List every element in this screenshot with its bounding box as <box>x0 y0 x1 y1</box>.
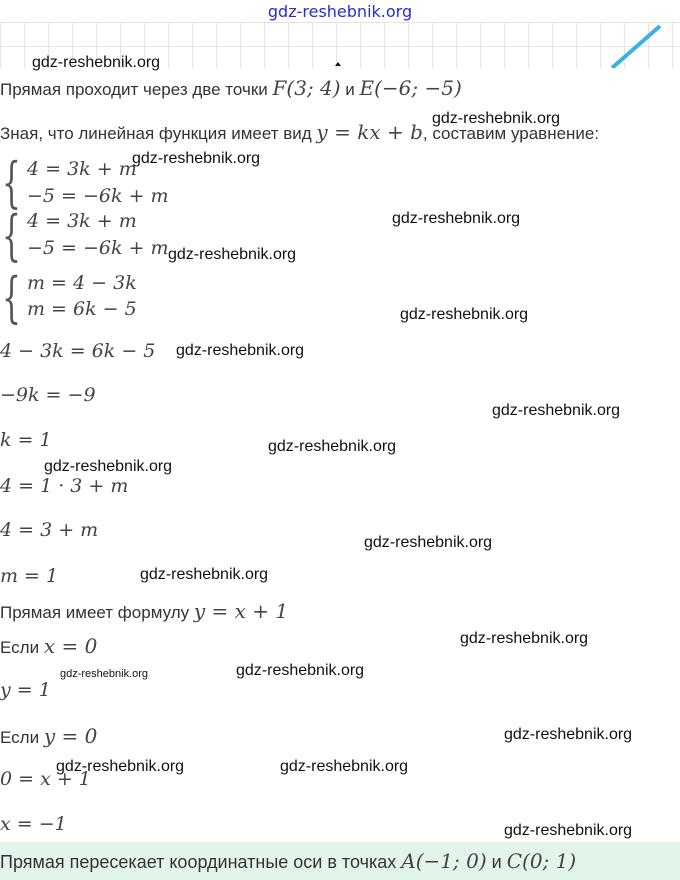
watermark: gdz-reshebnik.org <box>392 210 521 227</box>
formula-text: Прямая имеет формулу <box>0 603 190 622</box>
point-e: E(−6; −5) <box>359 76 462 100</box>
linear-formula: y = kx + b <box>316 120 423 144</box>
case2-eq: 0 = x + 1 <box>0 768 91 790</box>
line-formula: y = x + 1 <box>193 599 289 623</box>
watermark: gdz-reshebnik.org <box>432 110 561 127</box>
intro-line <box>0 76 462 100</box>
site-title-mark: gdz-reshebnik.org <box>267 2 413 21</box>
watermark: gdz-reshebnik.org <box>492 402 621 419</box>
answer-text: Прямая пересекает координатные оси в точках <box>0 852 397 872</box>
watermark: gdz-reshebnik.org <box>236 662 365 679</box>
system-brace-2: { <box>2 204 21 267</box>
watermark: gdz-reshebnik.org <box>460 630 589 647</box>
watermark: gdz-reshebnik.org <box>504 822 633 839</box>
answer-line <box>0 849 576 873</box>
watermark: gdz-reshebnik.org <box>400 306 529 323</box>
formula-line <box>0 599 288 623</box>
step-5: 4 = 3 + m <box>0 519 99 541</box>
case2-result: x = −1 <box>0 813 67 835</box>
step-4: 4 = 1 · 3 + m <box>0 475 129 497</box>
watermark: gdz-reshebnik.org <box>268 438 397 455</box>
case1-label: Если <box>0 638 40 657</box>
watermark: gdz-reshebnik.org <box>176 342 305 359</box>
system2-eq2: −5 = −6k + m <box>27 237 169 259</box>
case2-cond: y = 0 <box>43 724 98 748</box>
watermark: gdz-reshebnik.org <box>56 758 185 775</box>
watermark: gdz-reshebnik.org <box>168 246 297 263</box>
system1-eq2: −5 = −6k + m <box>27 185 169 207</box>
watermark: gdz-reshebnik.org <box>364 534 493 551</box>
watermark: gdz-reshebnik.org <box>504 726 633 743</box>
system-brace-1: { <box>2 151 21 214</box>
system1-eq1: 4 = 3k + m <box>27 158 137 180</box>
form-text-2: , составим уравнение: <box>422 124 600 143</box>
watermark: gdz-reshebnik.org <box>280 758 409 775</box>
case2-line <box>0 724 97 748</box>
watermark: gdz-reshebnik.org <box>132 150 261 167</box>
intro-text: Прямая проходит через две точки <box>0 80 268 99</box>
case1-result: y = 1 <box>0 679 51 701</box>
step-6: m = 1 <box>0 565 59 587</box>
answer-conj: и <box>491 852 502 872</box>
intro-conj: и <box>345 80 355 99</box>
case2-label: Если <box>0 728 40 747</box>
form-text-1: Зная, что линейная функция имеет вид <box>0 124 312 143</box>
step-2: −9k = −9 <box>0 384 96 406</box>
case1-cond: x = 0 <box>43 634 98 658</box>
system3-eq2: m = 6k − 5 <box>27 298 137 320</box>
system-brace-3: { <box>2 266 21 329</box>
watermark: gdz-reshebnik.org <box>32 54 161 71</box>
system3-eq1: m = 4 − 3k <box>27 272 137 294</box>
case1-line <box>0 634 97 658</box>
watermark: gdz-reshebnik.org <box>60 668 149 680</box>
point-c: C(0; 1) <box>506 849 577 873</box>
system2-eq1: 4 = 3k + m <box>27 210 137 232</box>
watermark: gdz-reshebnik.org <box>140 566 269 583</box>
point-f: F(3; 4) <box>272 76 341 100</box>
step-3: k = 1 <box>0 429 52 451</box>
watermark: gdz-reshebnik.org <box>44 458 173 475</box>
point-a: A(−1; 0) <box>401 849 487 873</box>
step-1: 4 − 3k = 6k − 5 <box>0 340 156 362</box>
answer-box <box>0 842 680 880</box>
